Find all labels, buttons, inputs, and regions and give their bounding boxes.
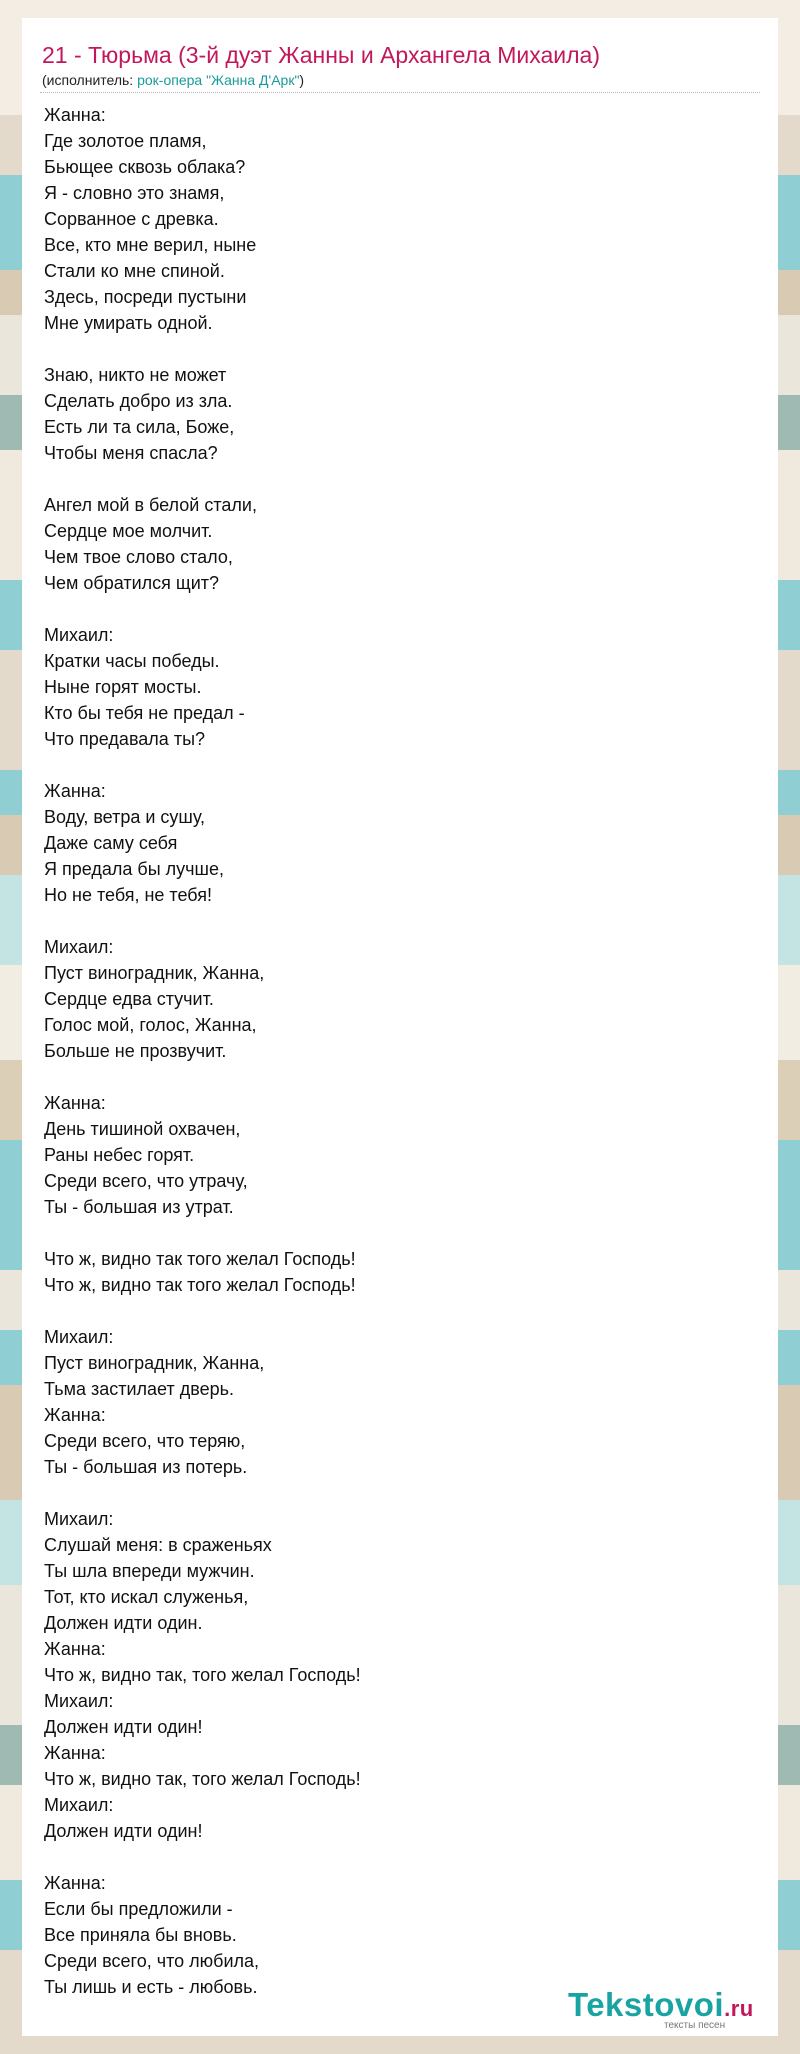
lyric-line: Жанна:	[44, 1743, 106, 1763]
lyric-line: Бьющее сквозь облака?	[44, 157, 246, 177]
lyric-line: Стали ко мне спиной.	[44, 261, 225, 281]
lyric-line: Мне умирать одной.	[44, 313, 213, 333]
lyric-line: Сердце мое молчит.	[44, 521, 213, 541]
lyric-line: Жанна:	[44, 781, 106, 801]
lyrics-text	[44, 102, 744, 2000]
lyric-line: Должен идти один!	[44, 1717, 203, 1737]
lyric-line: Знаю, никто не может	[44, 365, 227, 385]
lyric-line: Есть ли та сила, Боже,	[44, 417, 235, 437]
lyric-line: Ты лишь и есть - любовь.	[44, 1977, 258, 1997]
lyric-line: Голос мой, голос, Жанна,	[44, 1015, 257, 1035]
lyric-line: Среди всего, что утрачу,	[44, 1171, 248, 1191]
lyric-line: Пуст виноградник, Жанна,	[44, 1353, 265, 1373]
lyric-line	[44, 752, 744, 778]
lyric-line: Ты - большая из потерь.	[44, 1457, 248, 1477]
lyric-line: Жанна:	[44, 1093, 106, 1113]
lyric-line	[44, 908, 744, 934]
lyric-line	[44, 1844, 744, 1870]
lyric-line: Среди всего, что любила,	[44, 1951, 260, 1971]
song-title: 21 - Тюрьма (3-й дуэт Жанны и Архангела Михаила)	[42, 42, 600, 68]
lyric-line: Сердце едва стучит.	[44, 989, 214, 1009]
lyric-line: Жанна:	[44, 1639, 106, 1659]
lyric-line: Но не тебя, не тебя!	[44, 885, 212, 905]
artist-line	[42, 72, 304, 88]
lyric-line	[44, 1064, 744, 1090]
lyric-line: Ныне горят мосты.	[44, 677, 202, 697]
lyric-line: Кратки часы победы.	[44, 651, 220, 671]
header-divider	[40, 92, 760, 93]
lyrics-card	[22, 18, 778, 2036]
lyric-line	[44, 1220, 744, 1246]
lyric-line: Кто бы тебя не предал -	[44, 703, 245, 723]
lyric-line: Тьма застилает дверь.	[44, 1379, 234, 1399]
lyric-line: Пуст виноградник, Жанна,	[44, 963, 265, 983]
lyric-line: Ты шла впереди мужчин.	[44, 1561, 255, 1581]
lyric-line	[44, 596, 744, 622]
lyric-line: Даже саму себя	[44, 833, 178, 853]
lyric-line: Что ж, видно так, того желал Господь!	[44, 1769, 361, 1789]
lyric-line	[44, 1298, 744, 1324]
lyric-line	[44, 466, 744, 492]
lyric-line: Воду, ветра и сушу,	[44, 807, 206, 827]
lyric-line: Раны небес горят.	[44, 1145, 195, 1165]
lyric-line: Михаил:	[44, 1691, 114, 1711]
lyric-line: Должен идти один!	[44, 1821, 203, 1841]
logo-tagline: тексты песен	[664, 2020, 726, 2031]
lyric-line: Ангел мой в белой стали,	[44, 495, 257, 515]
lyric-line: Михаил:	[44, 1795, 114, 1815]
lyric-line	[44, 336, 744, 362]
lyric-line: Михаил:	[44, 625, 114, 645]
lyric-line: Я - словно это знамя,	[44, 183, 225, 203]
lyric-line: Чтобы меня спасла?	[44, 443, 218, 463]
lyric-line: Сделать добро из зла.	[44, 391, 233, 411]
artist-prefix: (исполнитель:	[42, 72, 138, 88]
lyric-line: Что ж, видно так того желал Господь!	[44, 1249, 356, 1269]
lyric-line: Я предала бы лучше,	[44, 859, 224, 879]
logo-wordmark	[568, 1986, 754, 2024]
lyric-line: Жанна:	[44, 105, 106, 125]
lyric-line: Все, кто мне верил, ныне	[44, 235, 257, 255]
lyric-line: Михаил:	[44, 1509, 114, 1529]
lyric-line: Больше не прозвучит.	[44, 1041, 227, 1061]
lyric-line: Слушай меня: в сраженьях	[44, 1535, 272, 1555]
logo-domain: .ru	[724, 1996, 754, 2021]
lyric-line: Что предавала ты?	[44, 729, 206, 749]
lyric-line: Михаил:	[44, 1327, 114, 1347]
lyric-line: Если бы предложили -	[44, 1899, 233, 1919]
lyric-line: Чем твое слово стало,	[44, 547, 233, 567]
lyric-line: Тот, кто искал служенья,	[44, 1587, 249, 1607]
lyric-line: Чем обратился щит?	[44, 573, 219, 593]
lyric-line: День тишиной охвачен,	[44, 1119, 241, 1139]
logo-name: Tekstovoi	[568, 1986, 725, 2023]
lyric-line: Жанна:	[44, 1405, 106, 1425]
artist-suffix: )	[299, 72, 305, 88]
lyric-line: Среди всего, что теряю,	[44, 1431, 246, 1451]
lyric-line	[44, 1480, 744, 1506]
lyric-line: Сорванное с древка.	[44, 209, 219, 229]
lyric-line: Все приняла бы вновь.	[44, 1925, 237, 1945]
lyric-line: Должен идти один.	[44, 1613, 203, 1633]
lyric-line: Михаил:	[44, 937, 114, 957]
lyric-line: Где золотое пламя,	[44, 131, 207, 151]
lyric-line: Здесь, посреди пустыни	[44, 287, 247, 307]
artist-link[interactable]: рок-опера "Жанна Д'Арк"	[137, 72, 300, 88]
tekstovoi-logo[interactable]	[546, 1986, 778, 2032]
lyric-line: Жанна:	[44, 1873, 106, 1893]
lyric-line: Что ж, видно так того желал Господь!	[44, 1275, 356, 1295]
lyric-line: Ты - большая из утрат.	[44, 1197, 234, 1217]
lyric-line: Что ж, видно так, того желал Господь!	[44, 1665, 361, 1685]
